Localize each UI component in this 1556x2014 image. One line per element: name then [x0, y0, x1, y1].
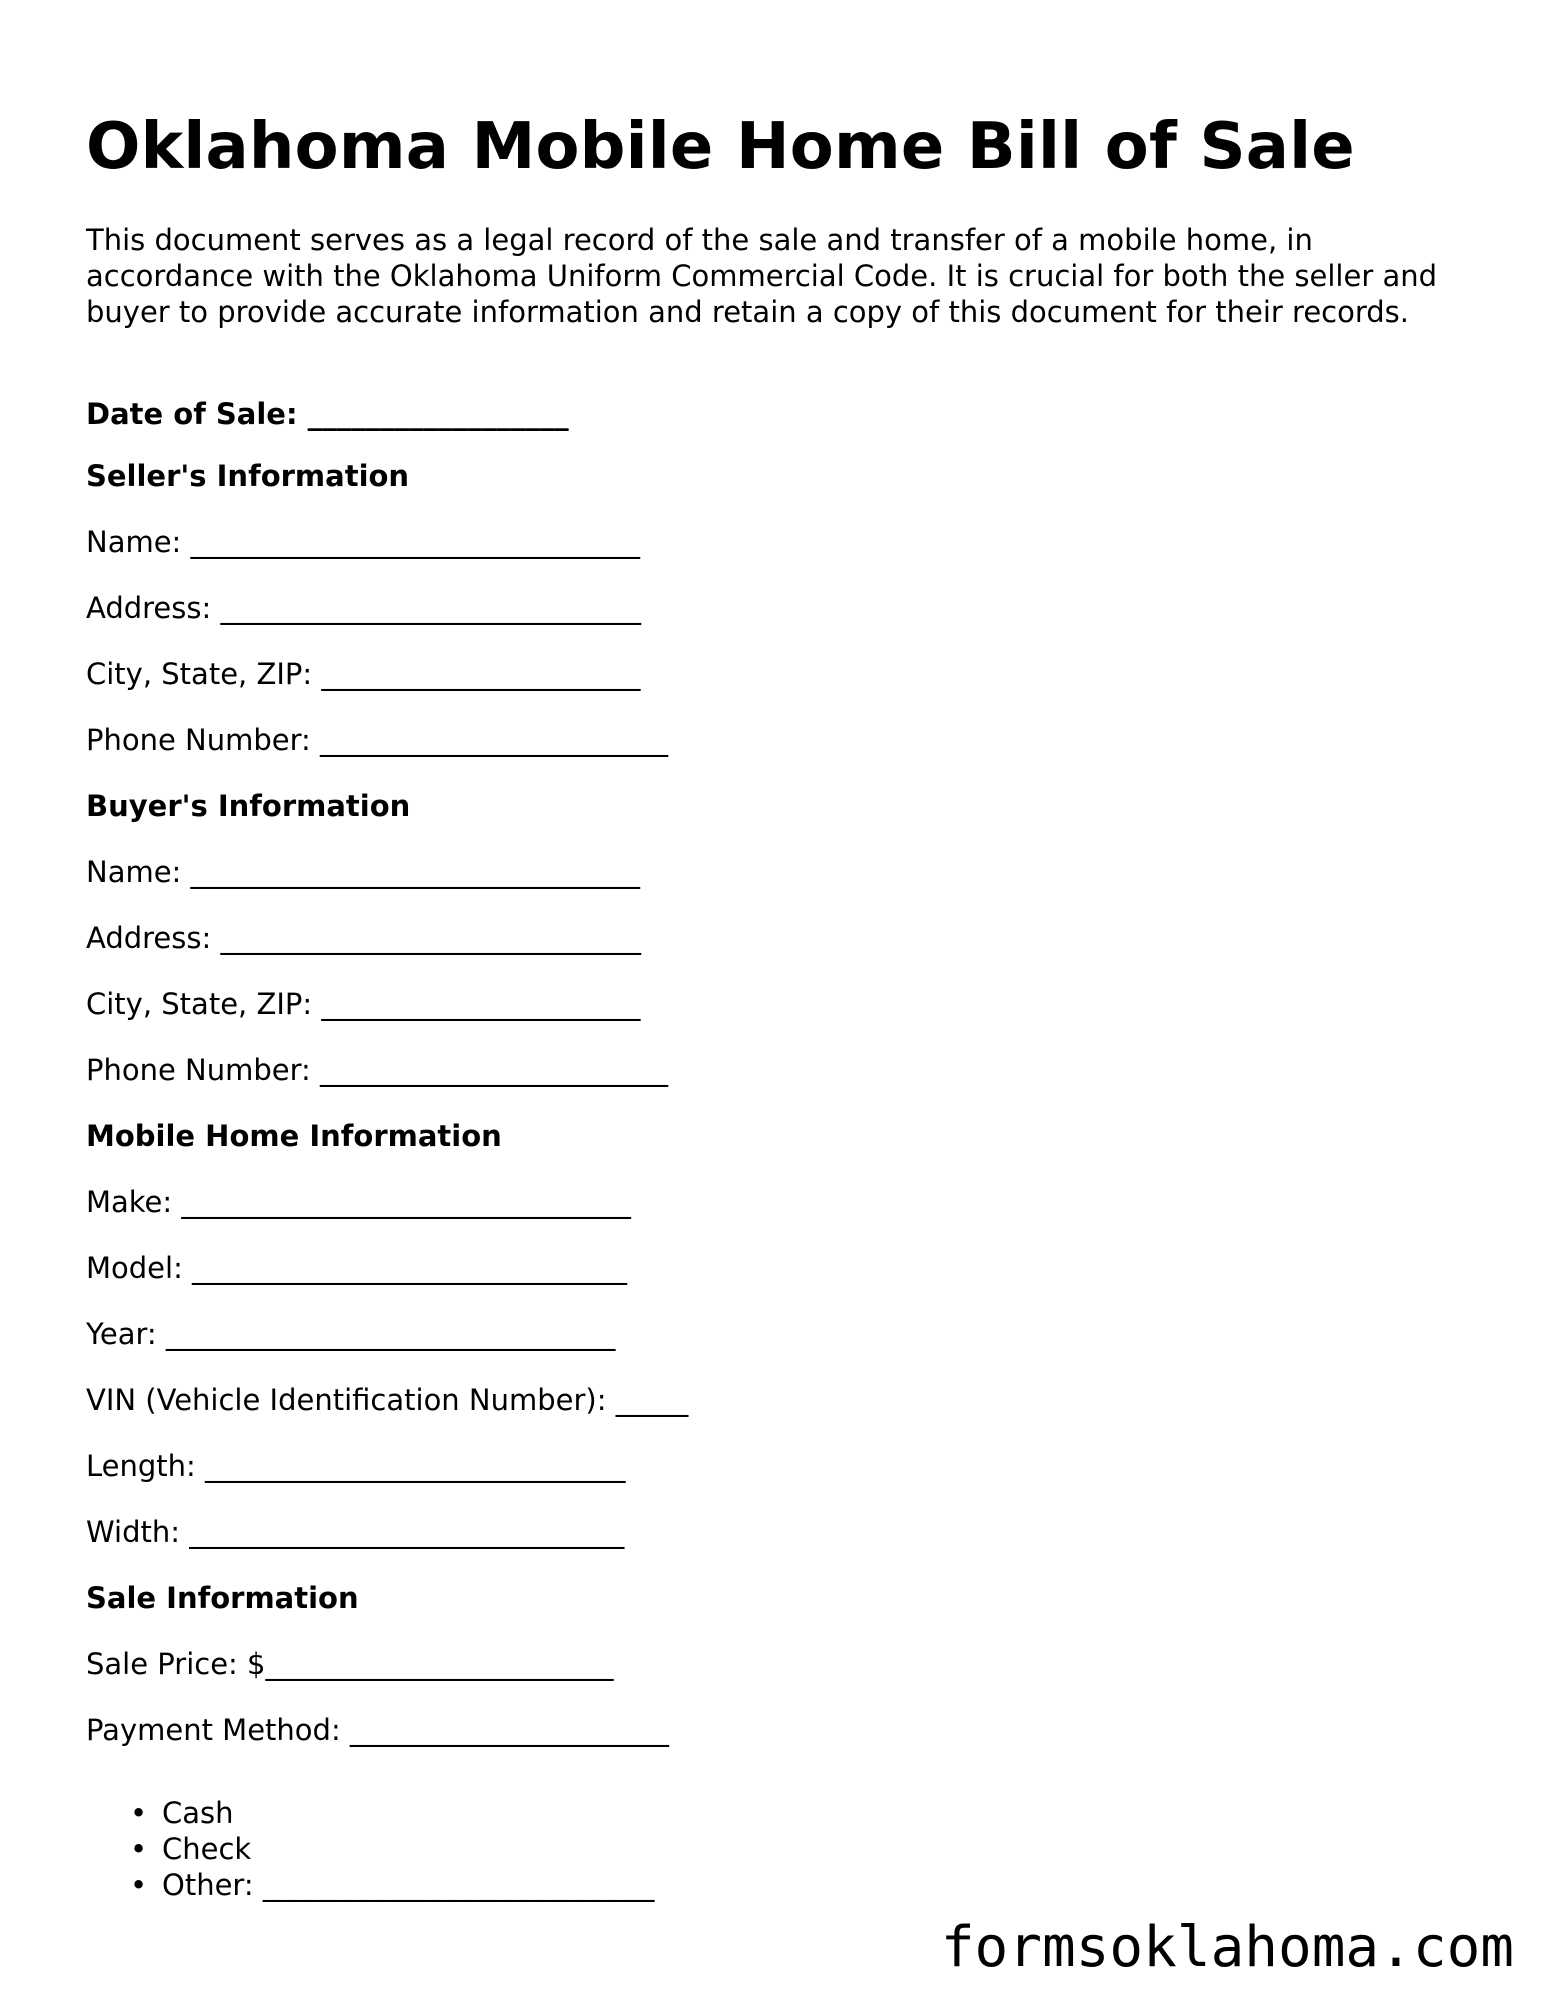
watermark: formsoklahoma.com [940, 1915, 1514, 1980]
buyer-city-state-zip-field[interactable]: City, State, ZIP: ______________________ [86, 987, 641, 1021]
width-field[interactable]: Width: ______________________________ [86, 1515, 625, 1549]
payment-options-list [86, 1795, 654, 1903]
seller-phone-field[interactable]: Phone Number: ________________________ [86, 723, 669, 757]
bullet-icon: • [130, 1796, 148, 1830]
payment-option-cash[interactable] [86, 1795, 654, 1831]
make-field[interactable]: Make: _______________________________ [86, 1185, 631, 1219]
payment-option-other[interactable] [86, 1867, 654, 1903]
payment-option-label: Cash [162, 1796, 234, 1830]
bullet-icon: • [130, 1832, 148, 1866]
length-field[interactable]: Length: _____________________________ [86, 1449, 626, 1483]
sale-section-heading: Sale Information [86, 1581, 359, 1615]
year-field[interactable]: Year: _______________________________ [86, 1317, 616, 1351]
payment-method-field[interactable]: Payment Method: ______________________ [86, 1713, 669, 1747]
buyer-address-field[interactable]: Address: _____________________________ [86, 921, 641, 955]
buyer-name-field[interactable]: Name: _______________________________ [86, 855, 641, 889]
model-field[interactable]: Model: ______________________________ [86, 1251, 628, 1285]
buyer-section-heading: Buyer's Information [86, 789, 411, 823]
sale-price-field[interactable]: Sale Price: $________________________ [86, 1647, 614, 1681]
payment-option-check[interactable] [86, 1831, 654, 1867]
buyer-phone-field[interactable]: Phone Number: ________________________ [86, 1053, 669, 1087]
payment-option-label: Other: ___________________________ [162, 1868, 655, 1902]
seller-address-field[interactable]: Address: _____________________________ [86, 591, 641, 625]
seller-city-state-zip-field[interactable]: City, State, ZIP: ______________________ [86, 657, 641, 691]
seller-name-field[interactable]: Name: _______________________________ [86, 525, 641, 559]
intro-paragraph: This document serves as a legal record of the sale and transfer of a mobile home, in accordance with the Oklahoma Uniform Commercial Code. It is crucial for both the seller and buyer to provide accurate information and retain a copy of this document for their records. [86, 223, 1438, 329]
bullet-icon: • [130, 1868, 148, 1902]
payment-option-label: Check [162, 1832, 252, 1866]
vin-field[interactable]: VIN (Vehicle Identification Number): _____ [86, 1383, 689, 1417]
seller-section-heading: Seller's Information [86, 459, 410, 493]
page-title: Oklahoma Mobile Home Bill of Sale [86, 110, 1355, 184]
mobile-home-section-heading: Mobile Home Information [86, 1119, 502, 1153]
date-of-sale-field[interactable]: Date of Sale: __________________ [86, 397, 569, 431]
